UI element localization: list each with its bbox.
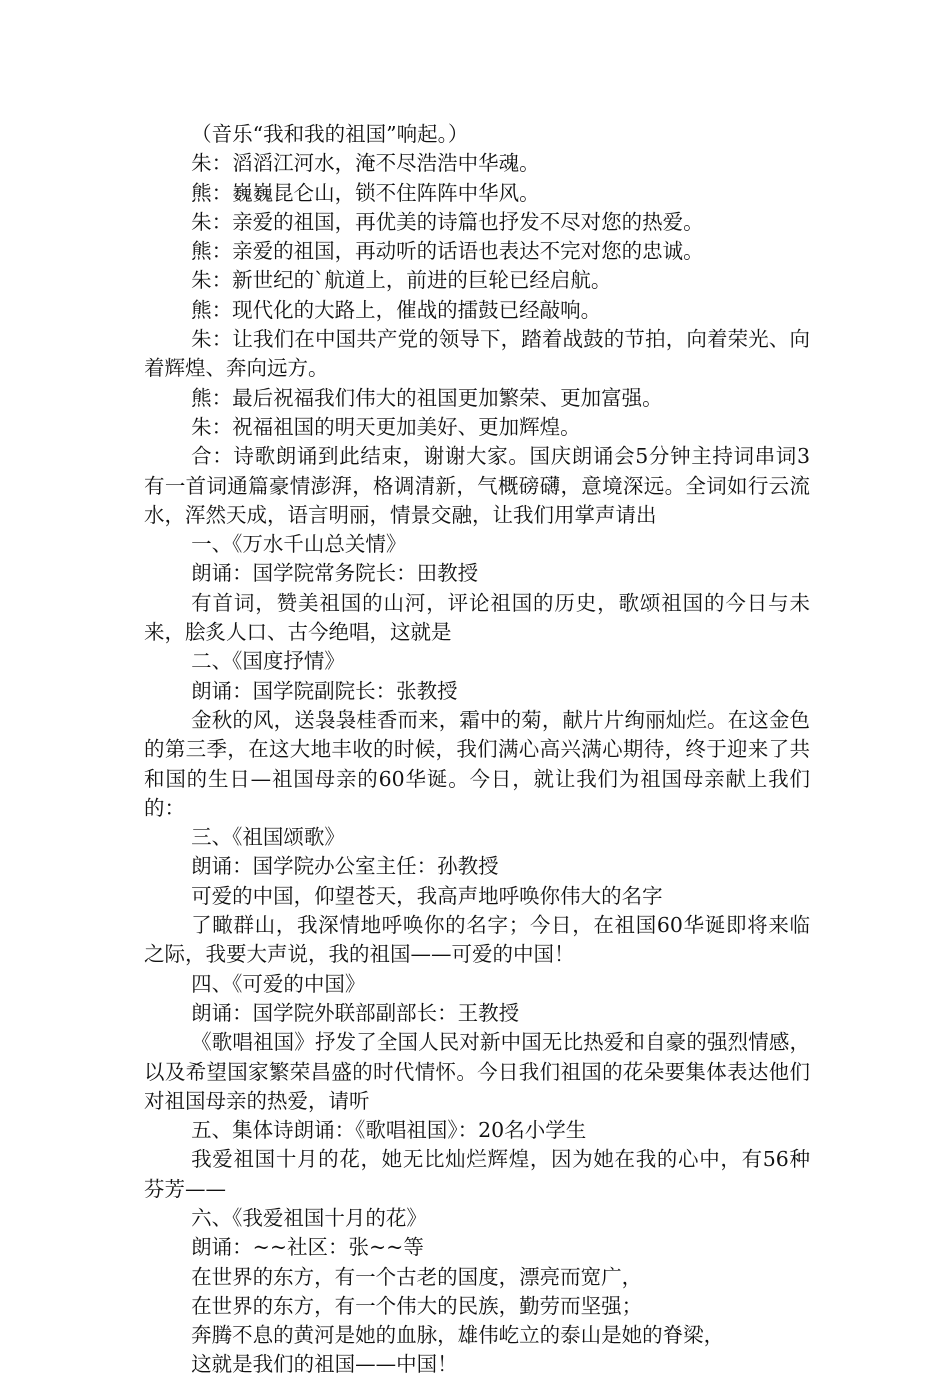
- script-line: 熊：最后祝福我们伟大的祖国更加繁荣、更加富强。: [191, 385, 663, 410]
- script-line: 朱：祝福祖国的明天更加美好、更加辉煌。: [191, 414, 581, 439]
- document-body: [144, 120, 810, 1380]
- intro-paragraph: 了瞰群山，我深情地呼唤你的名字；今日，在祖国60华诞即将来临之际，我要大声说，我的祖国——可爱的中国！: [144, 913, 810, 967]
- program-item-heading: 一、《万水千山总关情》: [191, 532, 407, 557]
- reciter-line: 朗诵：~~社区：张~~等: [191, 1235, 424, 1260]
- poem-line: 在世界的东方，有一个伟大的民族，勤劳而坚强；: [191, 1293, 643, 1318]
- poem-line: 在世界的东方，有一个古老的国度，漂亮而宽广，: [191, 1264, 643, 1289]
- intro-paragraph: 金秋的风，送袅袅桂香而来，霜中的菊，献片片绚丽灿烂。在这金色的第三季，在这大地丰收的时候，我们满心高兴满心期待，终于迎来了共和国的生日—祖国母亲的60华诞。今日，就让我们为祖国母亲献上我们的：: [144, 707, 810, 820]
- script-line: 朱：新世纪的`航道上，前进的巨轮已经启航。: [191, 268, 612, 293]
- script-line: 熊：巍巍昆仑山，锁不住阵阵中华风。: [191, 180, 540, 205]
- intro-paragraph: 有首词，赞美祖国的山河，评论祖国的历史，歌颂祖国的今日与未来，脍炙人口、古今绝唱，这就是: [144, 590, 810, 645]
- reciter-line: 朗诵：国学院副院长：张教授: [191, 678, 458, 703]
- program-item-heading: 六、《我爱祖国十月的花》: [191, 1205, 427, 1230]
- reciter-line: 朗诵：国学院外联部副部长：王教授: [191, 1000, 520, 1025]
- stage-direction: （音乐“我和我的祖国”响起。）: [191, 122, 469, 146]
- program-item-heading: 二、《国度抒情》: [191, 649, 345, 674]
- poem-line: 奔腾不息的黄河是她的血脉，雄伟屹立的泰山是她的脊梁，: [191, 1323, 725, 1348]
- script-line: 熊：现代化的大路上，催战的擂鼓已经敲响。: [191, 297, 602, 322]
- script-line: 朱：让我们在中国共产党的领导下，踏着战鼓的节拍，向着荣光、向着辉煌、奔向远方。: [144, 327, 810, 381]
- program-item-heading: 五、集体诗朗诵：《歌唱祖国》：20名小学生: [191, 1118, 587, 1143]
- script-line: 朱：亲爱的祖国，再优美的诗篇也抒发不尽对您的热爱。: [191, 209, 704, 234]
- intro-paragraph: 可爱的中国，仰望苍天，我高声地呼唤你伟大的名字: [191, 883, 663, 908]
- script-line: 合：诗歌朗诵到此结束，谢谢大家。国庆朗诵会5分钟主持词串词3有一首词通篇豪情澎湃，格调清新，气概磅礴，意境深远。全词如行云流水，浑然天成，语言明丽，情景交融，让我们用掌声请出: [144, 444, 810, 527]
- reciter-line: 朗诵：国学院办公室主任：孙教授: [191, 854, 499, 879]
- script-line: 熊：亲爱的祖国，再动听的话语也表达不完对您的忠诚。: [191, 239, 704, 264]
- intro-paragraph: 《歌唱祖国》抒发了全国人民对新中国无比热爱和自豪的强烈情感，以及希望国家繁荣昌盛的时代情怀。今日我们祖国的花朵要集体表达他们对祖国母亲的热爱，请听: [144, 1030, 810, 1113]
- reciter-line: 朗诵：国学院常务院长：田教授: [191, 561, 479, 586]
- poem-line: 这就是我们的祖国——中国！: [191, 1352, 458, 1377]
- intro-paragraph: 我爱祖国十月的花，她无比灿烂辉煌，因为她在我的心中，有56种芬芳——: [144, 1147, 810, 1201]
- program-item-heading: 三、《祖国颂歌》: [191, 825, 345, 850]
- script-line: 朱：滔滔江河水，淹不尽浩浩中华魂。: [191, 151, 540, 176]
- program-item-heading: 四、《可爱的中国》: [191, 971, 366, 996]
